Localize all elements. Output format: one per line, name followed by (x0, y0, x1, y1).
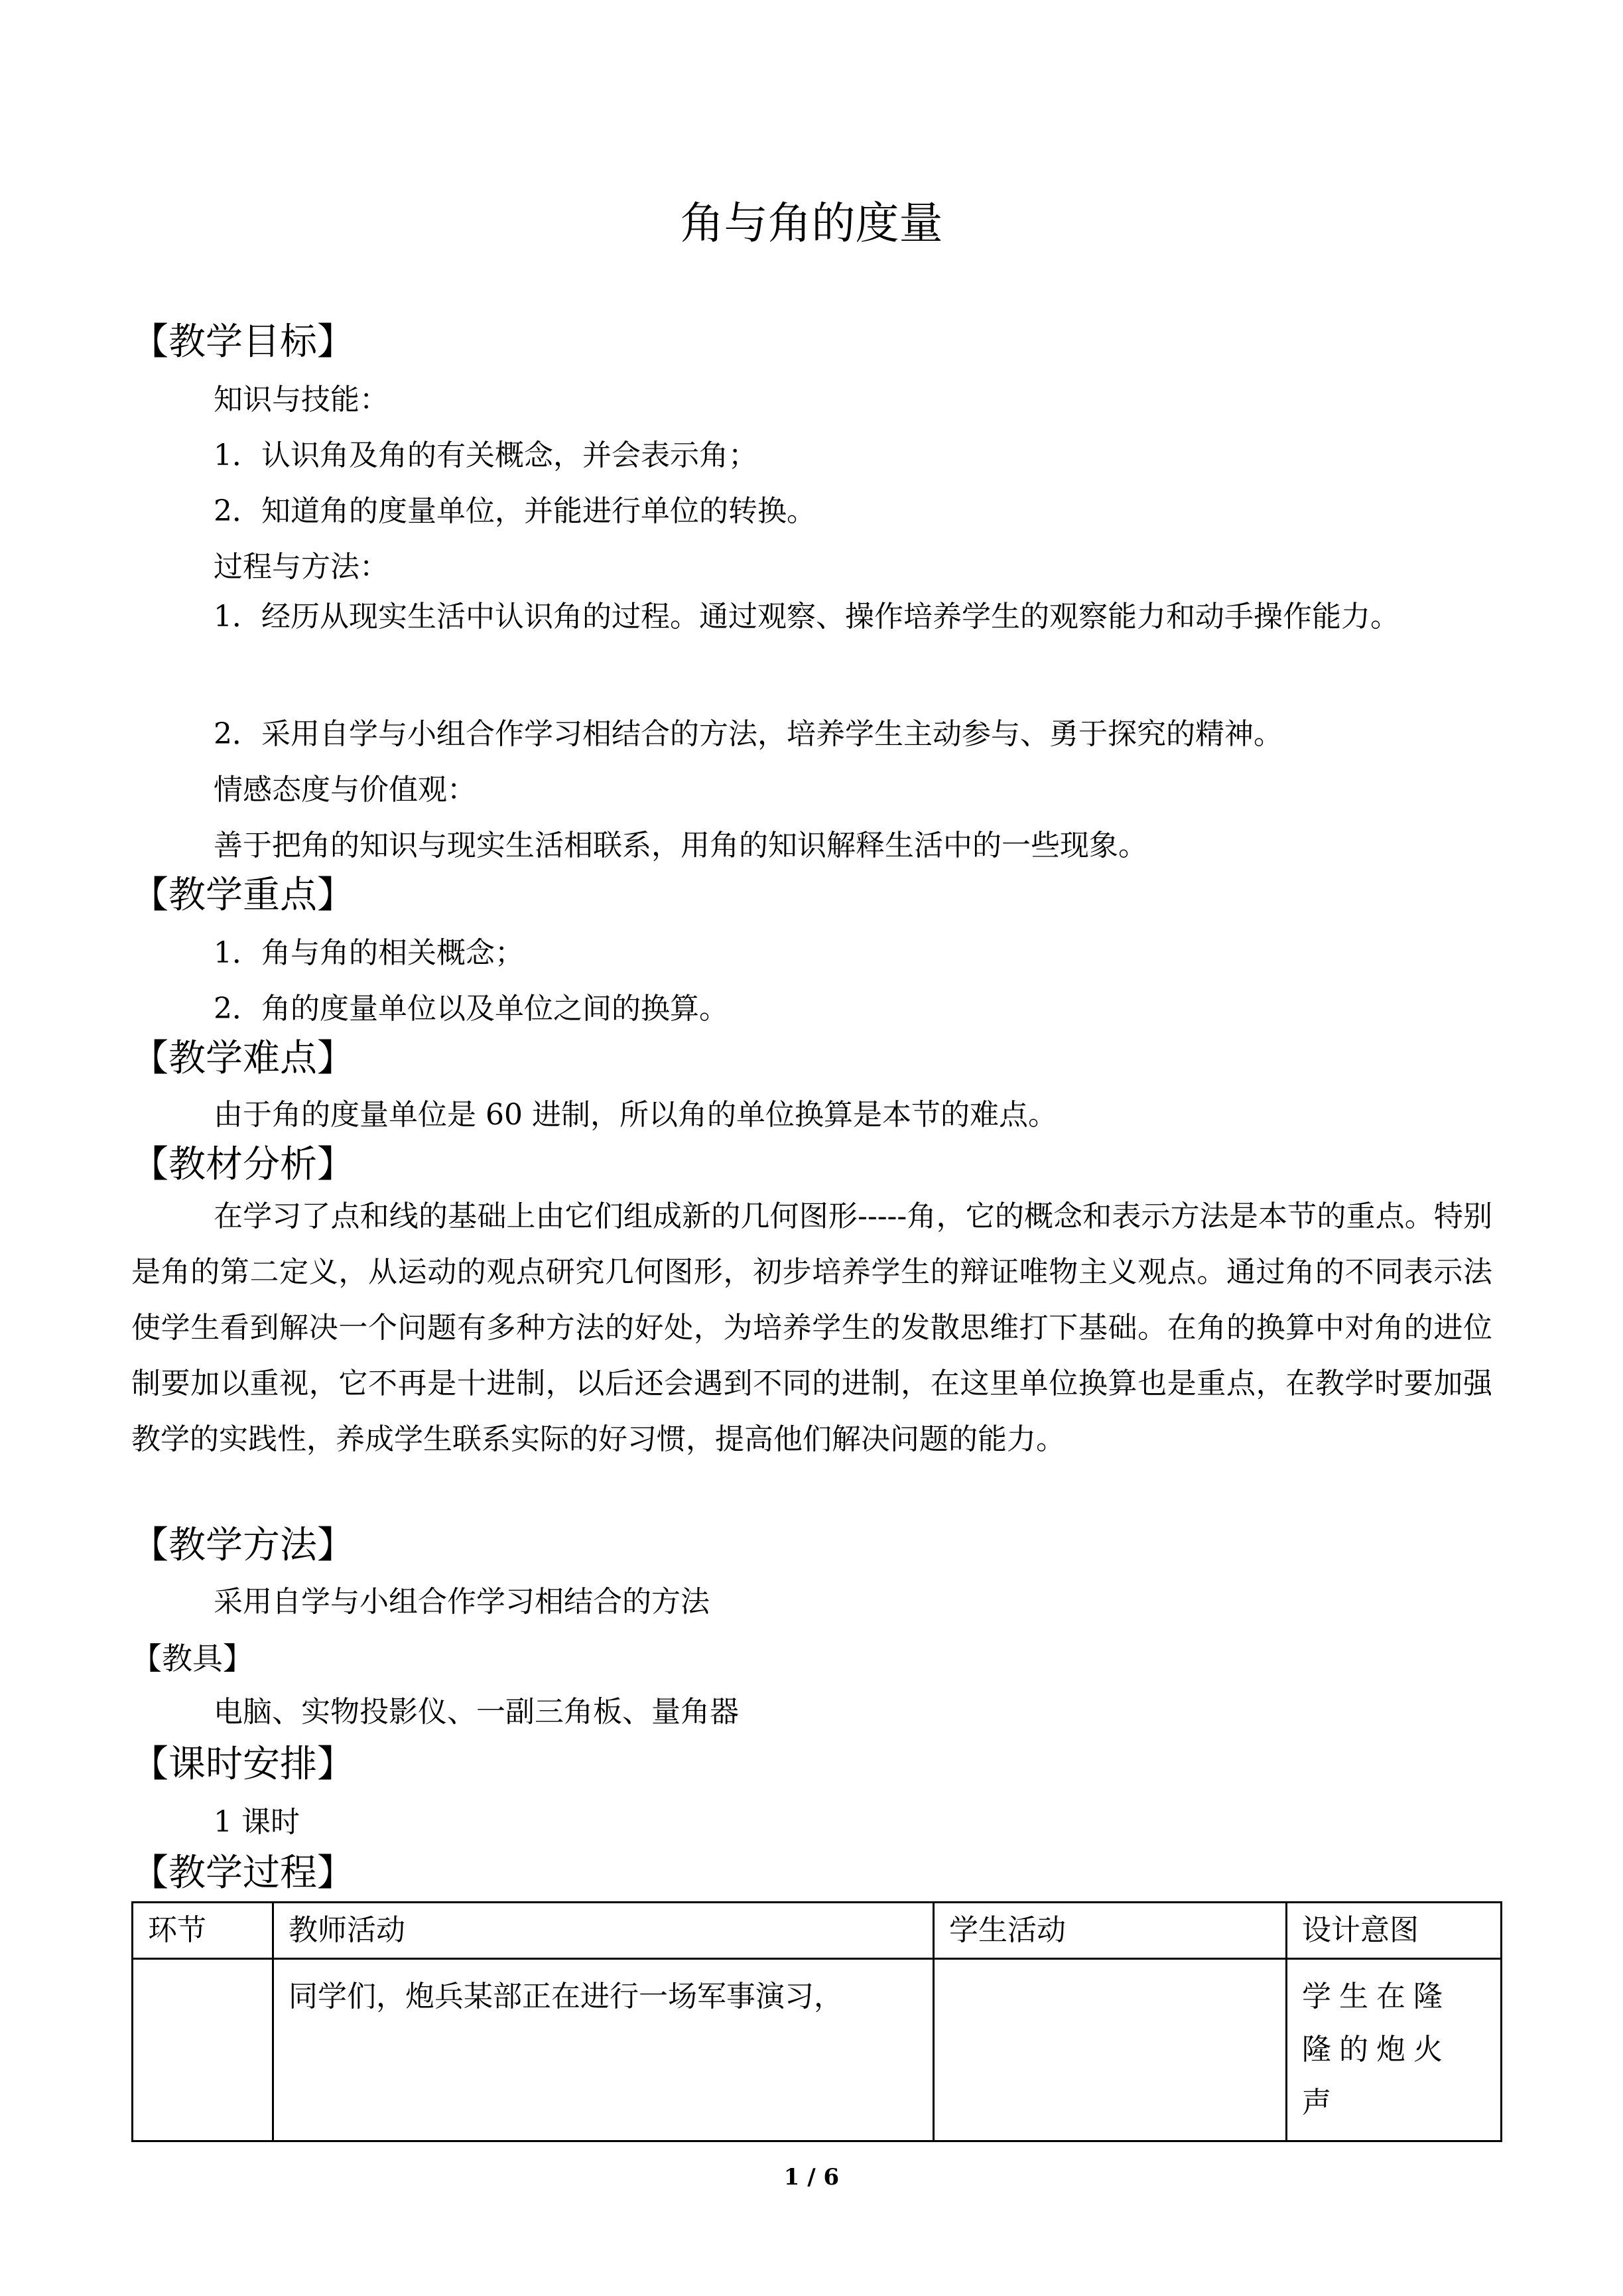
tools-heading: 【教具】 (131, 1641, 253, 1676)
tools-text: 电脑、实物投影仪、一副三角板、量角器 (214, 1695, 739, 1729)
column-header-teacher: 教师活动 (273, 1903, 934, 1959)
table-header-row (133, 1903, 1502, 1959)
cell-stage (133, 1959, 273, 2141)
cell-design-intent: 学生在隆隆的炮火声 (1287, 1959, 1502, 2141)
document-title: 角与角的度量 (680, 198, 943, 249)
key-points-heading: 【教学重点】 (131, 874, 354, 917)
cell-student-activity (934, 1959, 1287, 2141)
column-header-intent: 设计意图 (1287, 1903, 1502, 1959)
knowledge-label: 知识与技能： (214, 383, 389, 417)
page-number: 1 / 6 (783, 2164, 840, 2191)
analysis-heading: 【教材分析】 (131, 1143, 354, 1186)
emotion-label: 情感态度与价值观： (214, 773, 476, 807)
methods-heading: 【教学方法】 (131, 1524, 354, 1567)
cell-teacher-activity: 同学们，炮兵某部正在进行一场军事演习， (273, 1959, 934, 2141)
methods-text: 采用自学与小组合作学习相结合的方法 (214, 1585, 710, 1619)
process-heading: 【教学过程】 (131, 1852, 354, 1895)
difficulties-heading: 【教学难点】 (131, 1037, 354, 1080)
key-point-1: 1．角与角的相关概念； (214, 936, 524, 970)
process-item-1: 1．经历从现实生活中认识角的过程。通过观察、操作培养学生的观察能力和动手操作能力。 (214, 600, 1399, 634)
column-header-student: 学生活动 (934, 1903, 1287, 1959)
key-point-2: 2．角的度量单位以及单位之间的换算。 (214, 992, 728, 1026)
knowledge-item-2: 2．知道角的度量单位，并能进行单位的转换。 (214, 494, 816, 528)
knowledge-item-1: 1．认识角及角的有关概念，并会表示角； (214, 439, 757, 472)
emotion-item-1: 善于把角的知识与现实生活相联系，用角的知识解释生活中的一些现象。 (214, 829, 1147, 862)
process-item-2: 2．采用自学与小组合作学习相结合的方法，培养学生主动参与、勇于探究的精神。 (214, 717, 1283, 751)
analysis-text: 在学习了点和线的基础上由它们组成新的几何图形-----角，它的概念和表示方法是本节的重点。特别是角的第二定义，从运动的观点研究几何图形，初步培养学生的辩证唯物主义观点。通过角的不同表示法使学生看到解决一个问题有多种方法的好处，为培养学生的发散思维打下基础。在角的换算中对角的进位制要加以重视，它不再是十进制，以后还会遇到不同的进制，在这里单位换算也是重点，在教学时要加强教学的实践性，养成学生联系实际的好习惯，提高他们解决问题的能力。 (131, 1199, 1492, 1456)
table-row (133, 1959, 1502, 2141)
column-header-stage: 环节 (133, 1903, 273, 1959)
process-table (131, 1901, 1502, 2142)
difficulties-text: 由于角的度量单位是 60 进制，所以角的单位换算是本节的难点。 (214, 1098, 1057, 1132)
objectives-heading: 【教学目标】 (131, 320, 354, 364)
schedule-text: 1 课时 (214, 1805, 300, 1839)
process-label: 过程与方法： (214, 550, 389, 584)
schedule-heading: 【课时安排】 (131, 1743, 354, 1786)
